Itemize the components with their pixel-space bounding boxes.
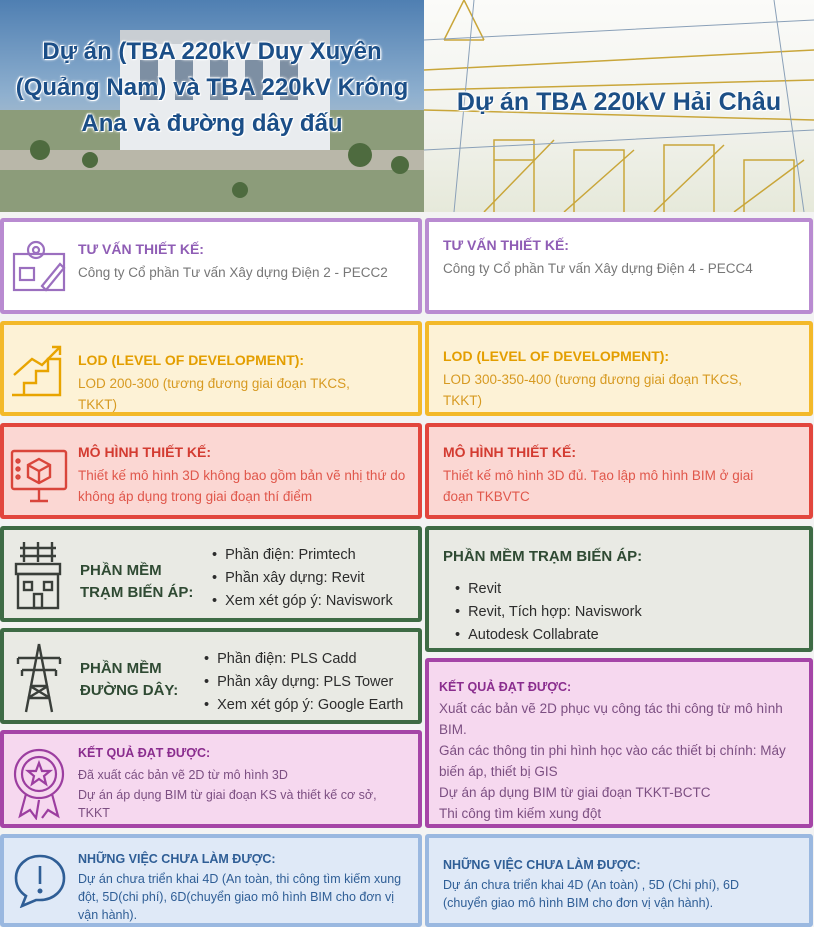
right-results-line-2: Dự án áp dụng BIM từ giai đoạn TKKT-BCTC <box>439 785 711 800</box>
left-line-list <box>204 648 403 717</box>
right-model-card <box>425 423 813 519</box>
right-pending-body: Dự án chưa triển khai 4D (An toàn) , 5D (Chi phí), 6D (chuyển giao mô hình BIM cho đơn vị vận hành). <box>443 878 740 910</box>
right-pending-title: NHỮNG VIỆC CHƯA LÀM ĐƯỢC: <box>443 858 641 872</box>
left-substation-software-card <box>0 526 422 622</box>
left-pending-card <box>0 834 422 927</box>
list-item: • Revit, Tích hợp: Naviswork <box>455 601 642 624</box>
right-results-title: KẾT QUẢ ĐẠT ĐƯỢC: <box>439 680 572 694</box>
right-results-line-3: Thi công tìm kiếm xung đột <box>439 806 602 821</box>
right-pending-card <box>425 834 813 927</box>
left-line-title-line1: PHẦN MỀM <box>80 660 162 677</box>
left-consultant-card <box>0 218 422 314</box>
left-model-title: MÔ HÌNH THIẾT KẾ: <box>78 444 211 460</box>
left-consultant-title: TƯ VẤN THIẾT KẾ: <box>78 241 204 257</box>
substation-icon <box>10 540 66 612</box>
left-line-title-line2: ĐƯỜNG DÂY: <box>80 682 179 699</box>
left-consultant-body: Công ty Cổ phần Tư vấn Xây dựng Điện 2 - PECC2 <box>78 265 388 280</box>
right-consultant-title: TƯ VẤN THIẾT KẾ: <box>443 237 569 253</box>
list-item: • Phần xây dựng: PLS Tower <box>204 671 403 694</box>
right-results-line-1: Gán các thông tin phi hình học vào các thiết bị chính: Máy biến áp, thiết bị GIS <box>439 743 786 779</box>
left-substation-list <box>212 544 393 613</box>
left-substation-title-line1: PHẦN MỀM <box>80 562 162 579</box>
right-consultant-card <box>425 218 813 314</box>
left-line-software-card <box>0 628 422 724</box>
right-header <box>424 0 814 212</box>
right-lod-card <box>425 321 813 416</box>
blueprint-gear-icon <box>8 234 72 298</box>
right-substation-software-card <box>425 526 813 652</box>
list-item: • Phần điện: PLS Cadd <box>204 648 403 671</box>
right-results-line-0: Xuất các bản vẽ 2D phục vụ công tác thi công từ mô hình BIM. <box>439 701 783 737</box>
left-lod-title: LOD (LEVEL OF DEVELOPMENT): <box>78 352 305 368</box>
monitor-cube-icon <box>8 447 70 503</box>
list-item: • Phần xây dựng: Revit <box>212 567 393 590</box>
right-results-card <box>425 658 813 828</box>
right-model-title: MÔ HÌNH THIẾT KẾ: <box>443 444 576 460</box>
right-lod-body: LOD 300-350-400 (tương đương giai đoạn TKCS, TKKT) <box>443 372 742 408</box>
left-results-line-0: Đã xuất các bản vẽ 2D từ mô hình 3D <box>78 768 288 782</box>
left-model-body: Thiết kế mô hình 3D không bao gồm bản vẽ nhị thứ do không áp dụng trong giai đoạn thí điểm <box>78 468 406 504</box>
left-lod-card <box>0 321 422 416</box>
right-consultant-body: Công ty Cổ phần Tư vấn Xây dựng Điện 4 - PECC4 <box>443 261 753 276</box>
alert-chat-icon <box>12 852 68 908</box>
left-lod-body: LOD 200-300 (tương đương giai đoạn TKCS, TKKT) <box>78 376 350 412</box>
left-pending-body: Dự án chưa triển khai 4D (An toàn, thi công tìm kiếm xung đột, 5D(chi phí), 6D(chuyển giao mô hình BIM cho đơn vị vận hành). <box>78 872 402 922</box>
right-lod-title: LOD (LEVEL OF DEVELOPMENT): <box>443 348 670 364</box>
left-results-card <box>0 730 422 828</box>
left-pending-title: NHỮNG VIỆC CHƯA LÀM ĐƯỢC: <box>78 852 276 866</box>
left-substation-title-line2: TRẠM BIẾN ÁP: <box>80 584 194 601</box>
list-item: • Xem xét góp ý: Google Earth <box>204 694 403 717</box>
list-item: • Xem xét góp ý: Naviswork <box>212 590 393 613</box>
right-substation-title: PHẦN MỀM TRẠM BIẾN ÁP: <box>443 548 643 565</box>
left-results-title: KẾT QUẢ ĐẠT ĐƯỢC: <box>78 746 211 760</box>
award-badge-icon <box>10 746 68 820</box>
growth-stairs-icon <box>8 341 70 401</box>
right-header-title: Dự án TBA 220kV Hải Châu <box>456 88 782 116</box>
list-item: • Phần điện: Primtech <box>212 544 393 567</box>
power-tower-icon <box>14 642 64 716</box>
left-header <box>0 0 424 212</box>
list-item: • Autodesk Collabrate <box>455 624 642 647</box>
left-header-title: Dự án (TBA 220kV Duy Xuyên (Quảng Nam) và TBA 220kV Krông Ana và đường dây đấu <box>15 38 409 137</box>
list-item: • Revit <box>455 578 642 601</box>
right-substation-list <box>455 578 642 647</box>
left-model-card <box>0 423 422 519</box>
right-model-body: Thiết kế mô hình 3D đủ. Tạo lập mô hình BIM ở giai đoạn TKBVTC <box>443 468 754 504</box>
left-results-line-1: Dự án áp dụng BIM từ giai đoạn KS và thiết kế cơ sở, TKKT <box>78 788 377 820</box>
